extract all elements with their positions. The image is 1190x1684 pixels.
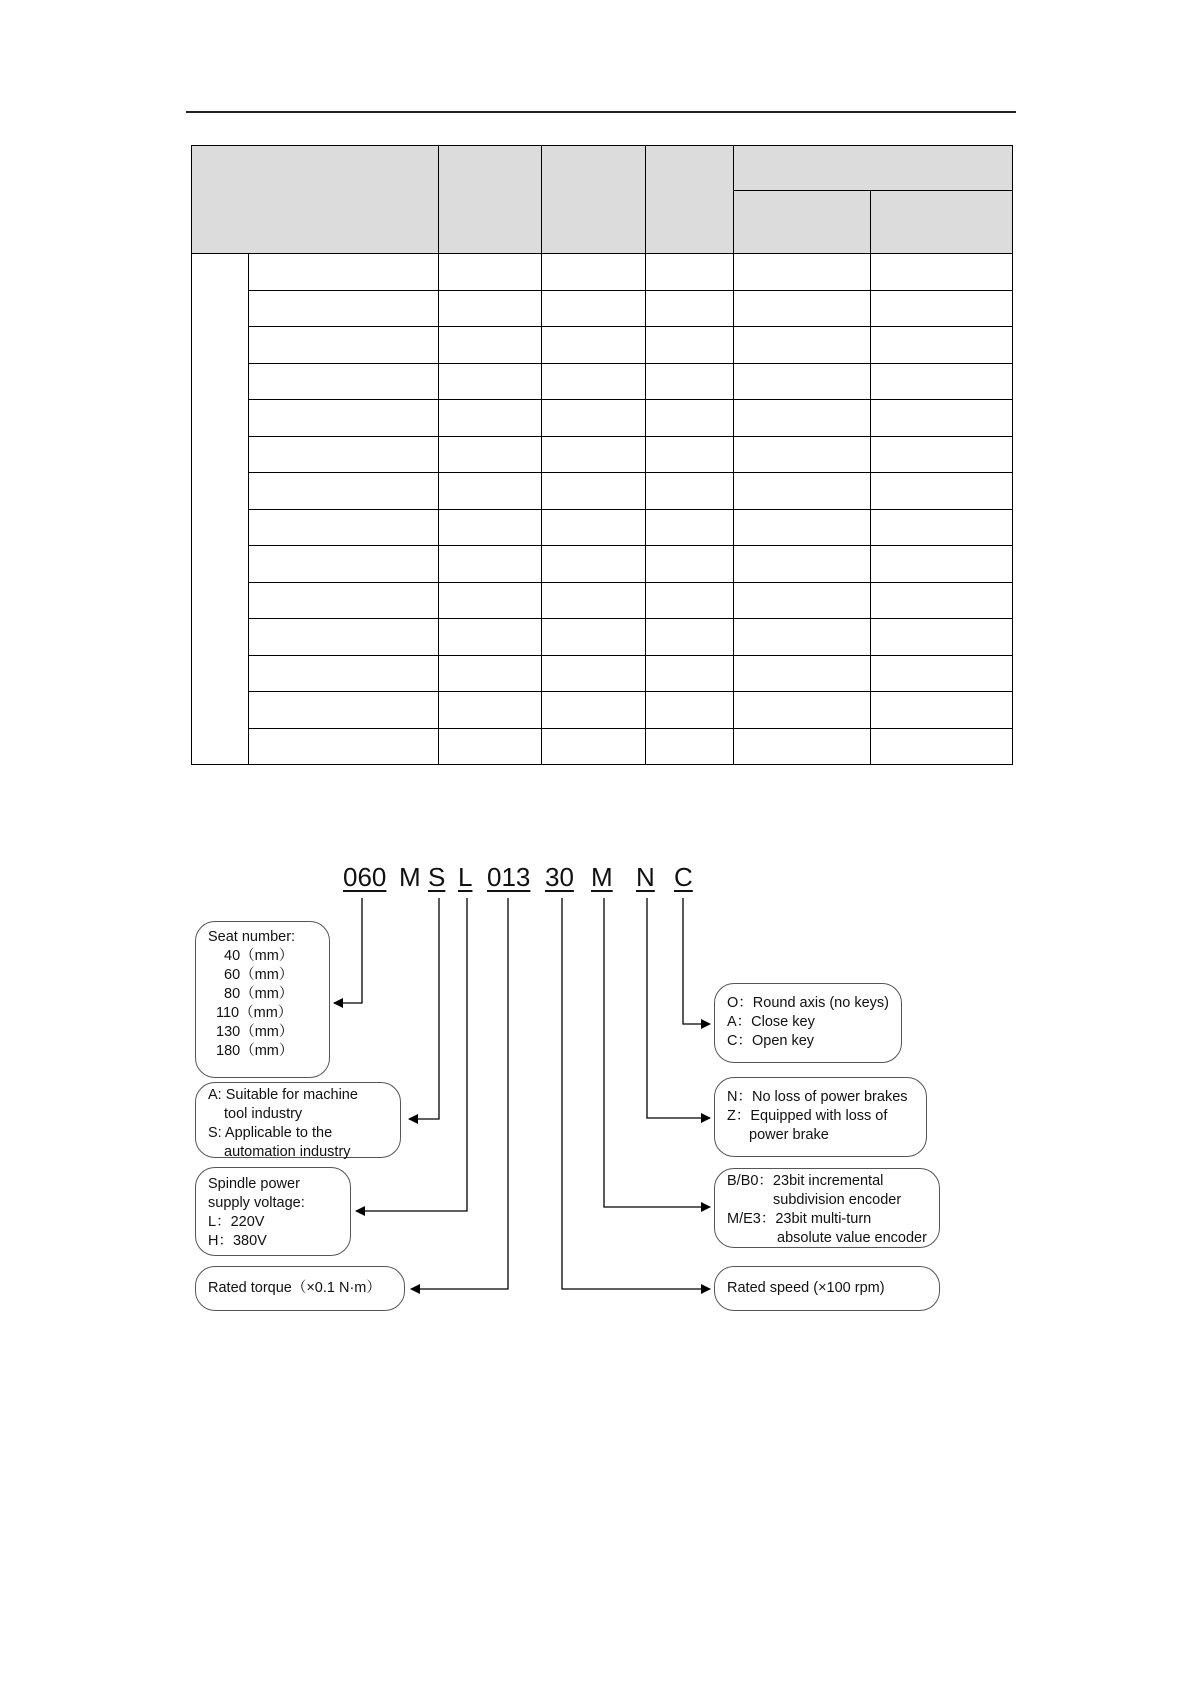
voltage-line: L：220V xyxy=(208,1214,265,1230)
shaft-box xyxy=(714,983,902,1063)
shaft-line: A：Close key xyxy=(727,1014,815,1030)
rated-torque-label: Rated torque（×0.1 N·m） xyxy=(208,1280,381,1296)
shaft-line: O：Round axis (no keys) xyxy=(727,995,889,1011)
code-shaft: C xyxy=(674,862,693,892)
encoder-line: M/E3：23bit multi-turn xyxy=(727,1211,872,1227)
connector-shaft xyxy=(683,898,710,1024)
brake-line: Z：Equipped with loss of xyxy=(727,1108,888,1124)
voltage-line: H：380V xyxy=(208,1233,267,1249)
connector-industry xyxy=(409,898,439,1119)
connector-encoder xyxy=(604,898,710,1207)
seat-number-item: 60（mm） xyxy=(224,967,294,983)
seat-number-item: 180（mm） xyxy=(216,1043,294,1059)
encoder-line: subdivision encoder xyxy=(773,1192,902,1208)
code-m: M xyxy=(399,862,421,892)
industry-box xyxy=(195,1082,401,1158)
encoder-box xyxy=(714,1168,940,1248)
code-seat-number: 060 xyxy=(343,862,387,892)
seat-number-title: Seat number: xyxy=(208,929,296,945)
code-brake: N xyxy=(636,862,655,892)
encoder-line: B/B0：23bit incremental xyxy=(727,1173,884,1189)
connector-torque xyxy=(411,898,508,1289)
connector-seat xyxy=(334,898,362,1003)
voltage-box xyxy=(195,1167,351,1256)
rated-speed-box xyxy=(714,1266,940,1311)
industry-line: automation industry xyxy=(224,1144,351,1160)
code-rated-speed: 30 xyxy=(545,862,574,892)
industry-line: A: Suitable for machine xyxy=(208,1087,358,1103)
seat-number-item: 110（mm） xyxy=(216,1005,293,1021)
rated-speed-label: Rated speed (×100 rpm) xyxy=(727,1280,885,1296)
encoder-line: absolute value encoder xyxy=(777,1230,927,1246)
connector-speed xyxy=(562,898,710,1289)
seat-number-item: 40（mm） xyxy=(224,948,294,964)
industry-line: tool industry xyxy=(224,1106,303,1122)
seat-number-box xyxy=(195,921,330,1078)
code-rated-torque: 013 xyxy=(487,862,531,892)
voltage-line: supply voltage: xyxy=(208,1195,305,1211)
shaft-line: C：Open key xyxy=(727,1033,815,1049)
brake-line: power brake xyxy=(749,1127,829,1143)
brake-line: N：No loss of power brakes xyxy=(727,1089,908,1105)
rated-torque-box xyxy=(195,1266,405,1311)
seat-number-item: 130（mm） xyxy=(216,1024,294,1040)
code-encoder: M xyxy=(591,862,613,892)
industry-line: S: Applicable to the xyxy=(208,1125,333,1141)
voltage-line: Spindle power xyxy=(208,1176,300,1192)
seat-number-item: 80（mm） xyxy=(224,986,294,1002)
connector-voltage xyxy=(356,898,467,1211)
code-industry: S xyxy=(428,862,446,892)
connector-brake xyxy=(647,898,710,1118)
brake-box xyxy=(714,1077,927,1157)
code-voltage: L xyxy=(458,862,473,892)
